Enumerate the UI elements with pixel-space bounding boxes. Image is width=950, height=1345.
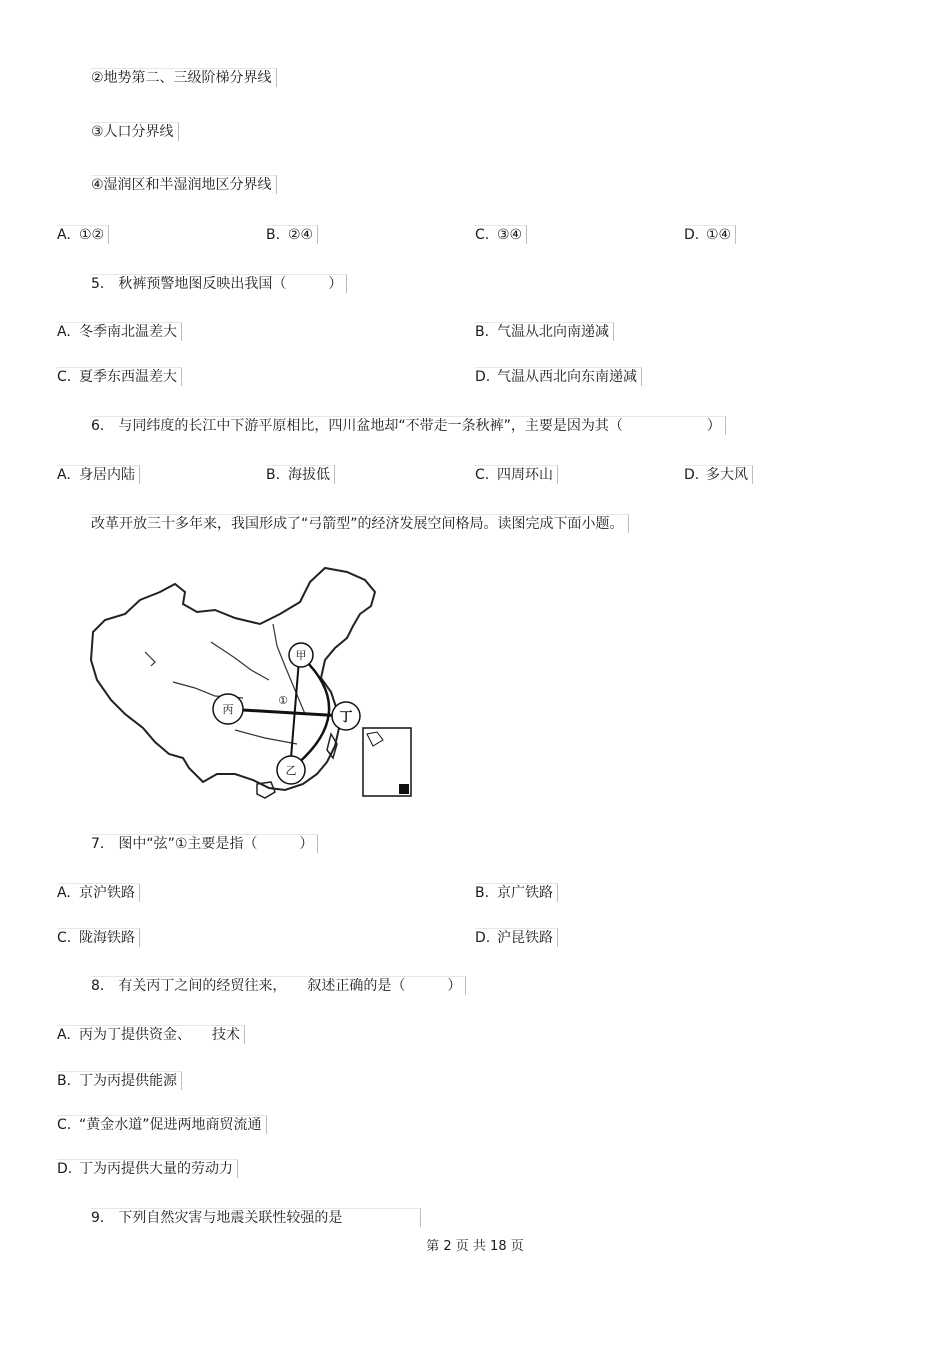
q7-option-d[interactable]: D. 沪昆铁路 — [475, 928, 558, 947]
q6-option-a[interactable]: A. 身居内陆 — [57, 465, 140, 484]
q4-option-a[interactable]: A. ①② — [57, 225, 109, 244]
line-4: ④湿润区和半湿润地区分界线 — [91, 175, 277, 194]
q4-option-b[interactable]: B. ②④ — [266, 225, 318, 244]
internal-boundary-2 — [211, 642, 269, 680]
q5-option-b[interactable]: B. 气温从北向南递减 — [475, 322, 614, 341]
q6-option-c[interactable]: C. 四周环山 — [475, 465, 558, 484]
q9-stem: 9． 下列自然灾害与地震关联性较强的是 — [91, 1208, 421, 1227]
line-3: ③人口分界线 — [91, 122, 179, 141]
q4-option-c[interactable]: C. ③④ — [475, 225, 527, 244]
q8-option-d[interactable]: D. 丁为丙提供大量的劳动力 — [57, 1159, 238, 1178]
q4-option-d[interactable]: D. ①④ — [684, 225, 736, 244]
q5-stem: 5． 秋裤预警地图反映出我国（ ） — [91, 274, 347, 293]
q8-option-a[interactable]: A. 丙为丁提供资金、 技术 — [57, 1025, 245, 1044]
label-bing: 丙 — [222, 703, 234, 716]
q7-stem: 7． 图中“弦”①主要是指（ ） — [91, 834, 318, 853]
label-ding: 丁 — [339, 710, 353, 725]
q5-option-a[interactable]: A. 冬季南北温差大 — [57, 322, 182, 341]
q6-stem: 6． 与同纬度的长江中下游平原相比，四川盆地却“不带走一条秋裤”，主要是因为其（ ） — [91, 416, 726, 435]
q8-option-c[interactable]: C. “黄金水道”促进两地商贸流通 — [57, 1115, 267, 1134]
q5-option-c[interactable]: C. 夏季东西温差大 — [57, 367, 182, 386]
label-one: ① — [278, 694, 288, 707]
q8-option-b[interactable]: B. 丁为丙提供能源 — [57, 1071, 182, 1090]
q7-option-b[interactable]: B. 京广铁路 — [475, 883, 558, 902]
q5-option-d[interactable]: D. 气温从西北向东南递减 — [475, 367, 642, 386]
page-footer: 第 2 页 共 18 页 — [426, 1239, 524, 1254]
label-yi: 乙 — [285, 764, 297, 777]
reading-intro: 改革开放三十多年来，我国形成了“弓箭型”的经济发展空间格局。读图完成下面小题。 — [91, 514, 629, 533]
china-economic-map — [85, 562, 415, 802]
bow-string — [290, 660, 299, 770]
q7-option-a[interactable]: A. 京沪铁路 — [57, 883, 140, 902]
label-jia: 甲 — [295, 649, 307, 662]
inset-coast — [367, 732, 383, 746]
q6-option-b[interactable]: B. 海拔低 — [266, 465, 335, 484]
line-2: ②地势第二、三级阶梯分界线 — [91, 68, 277, 87]
q6-option-d[interactable]: D. 多大风 — [684, 465, 753, 484]
q8-stem: 8． 有关丙丁之间的经贸往来， 叙述正确的是（ ） — [91, 976, 466, 995]
internal-boundary-4 — [235, 730, 297, 744]
internal-boundary-5 — [145, 652, 155, 666]
q7-option-c[interactable]: C. 陇海铁路 — [57, 928, 140, 947]
inset-scale-box — [399, 784, 409, 794]
